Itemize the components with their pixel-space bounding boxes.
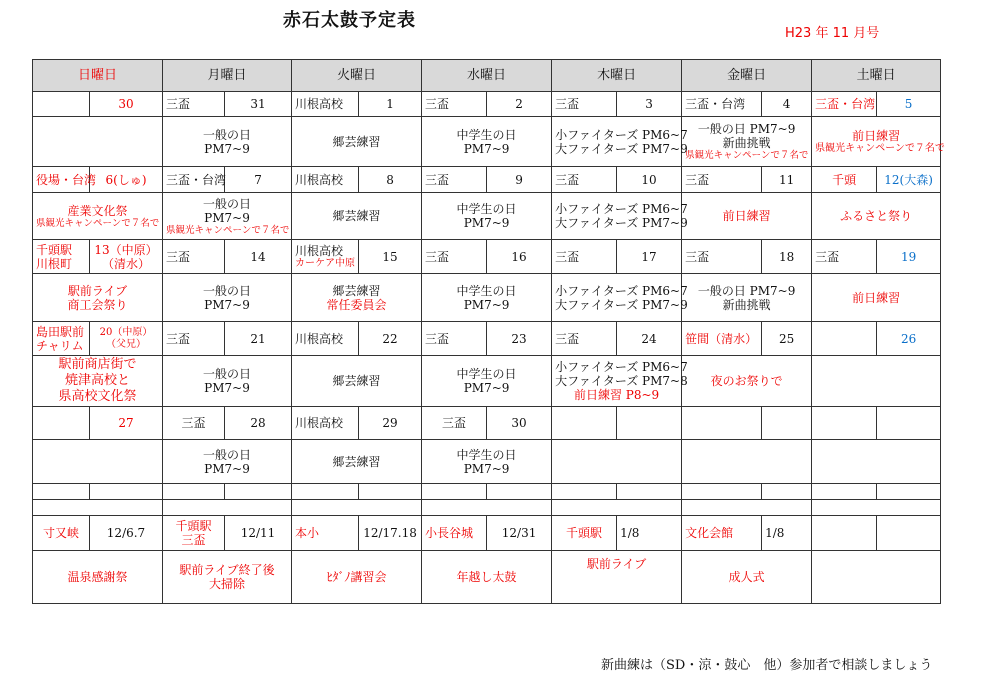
event-cell: 郷芸練習 (292, 117, 422, 167)
event-line: 県観光キャンペーンで７名で (36, 217, 160, 229)
issue-label: H23 年 11 月号 (785, 26, 880, 41)
event-line: 小ファイターズ PM6~7 (555, 202, 688, 216)
place-cell: 三盃 (163, 240, 225, 274)
event-cell: 前日練習 (812, 274, 941, 322)
event-cell: ふるさと祭り (812, 193, 941, 240)
event-cell (422, 274, 552, 322)
event-line: 県観光キャンペーンで７名で (815, 142, 945, 154)
date-cell: 27 (90, 407, 163, 440)
date-cell: 22 (359, 322, 422, 356)
event-cell (682, 440, 812, 484)
place-cell (812, 516, 877, 551)
date-cell: 29 (359, 407, 422, 440)
event-cell (163, 440, 292, 484)
event-line: PM7~9 (204, 141, 250, 156)
date-cell: 14 (225, 240, 292, 274)
date-cell (90, 240, 163, 274)
event-line: 一般の日 (203, 196, 252, 211)
event-cell (422, 117, 552, 167)
place-cell: 役場・台湾 (33, 167, 90, 193)
place-cell (812, 322, 877, 356)
event-line: 一般の日 (203, 127, 252, 142)
place-cell: 三盃・台湾 (682, 92, 762, 117)
week1-date-row (33, 92, 941, 117)
place-cell (812, 407, 877, 440)
weekday-header-row (33, 60, 941, 92)
date-cell: 25 (762, 322, 812, 356)
place-cell: 千頭駅 (552, 516, 617, 551)
place-cell: 三盃 (552, 92, 617, 117)
place-cell: 三盃・台湾 (163, 167, 225, 193)
place-line: 島田駅前 (36, 324, 85, 339)
header-monday: 月曜日 (163, 60, 292, 92)
place-cell: 三盃・台湾 (812, 92, 877, 117)
date-cell: 8 (359, 167, 422, 193)
week4-date-row (33, 322, 941, 356)
week5-event-row (33, 440, 941, 484)
event-cell (552, 440, 682, 484)
place-line: 三盃 (181, 533, 206, 547)
date-line: 13（中原） (94, 242, 158, 257)
event-line: 中学生の日 (456, 367, 517, 381)
event-cell (33, 117, 163, 167)
event-line: 小ファイターズ PM6~7 (555, 360, 688, 374)
footer-note: 新曲練は（SD・涼・鼓心 他）参加者で相談しましょう (601, 658, 933, 673)
date-cell: 3 (617, 92, 682, 117)
date-cell: 28 (225, 407, 292, 440)
event-cell (812, 551, 941, 604)
date-cell (877, 516, 941, 551)
date-cell: 30 (487, 407, 552, 440)
place-line: カーケア中原 (295, 257, 356, 269)
event-cell (422, 356, 552, 407)
event-line: 県観光キャンペーンで７名で (685, 150, 809, 161)
event-line: 焼津高校と (65, 373, 131, 388)
event-line: 一般の日 PM7~9 (697, 122, 796, 136)
event-line: 前日練習 P8~9 (573, 388, 660, 402)
event-line: PM7~9 (463, 461, 510, 476)
event-line: 大掃除 (209, 577, 246, 591)
week3-date-row (33, 240, 941, 274)
date-cell: 11 (762, 167, 812, 193)
place-cell: 三盃 (552, 240, 617, 274)
place-cell: 川根高校 (292, 322, 359, 356)
week6-event-row (33, 500, 941, 516)
event-cell (163, 117, 292, 167)
event-line: PM7~9 (463, 297, 510, 312)
future-event-row (33, 551, 941, 604)
event-line: 一般の日 PM7~9 (697, 283, 796, 298)
event-line: 駅前ライブ終了後 (179, 563, 275, 577)
event-line: 中学生の日 (456, 202, 517, 216)
date-cell: 19 (877, 240, 941, 274)
place-cell (292, 240, 359, 274)
week2-date-row (33, 167, 941, 193)
event-cell (163, 274, 292, 322)
event-line: 中学生の日 (456, 127, 517, 142)
place-cell: 三盃 (163, 407, 225, 440)
event-line: 中学生の日 (456, 447, 517, 462)
event-cell (552, 193, 688, 240)
event-cell: 夜のお祭りで (682, 356, 812, 407)
date-cell: 1/8 (617, 516, 682, 551)
place-cell (33, 240, 90, 274)
date-cell: 5 (877, 92, 941, 117)
place-cell: 三盃 (552, 322, 617, 356)
place-cell: 三盃 (163, 322, 225, 356)
place-cell (33, 92, 90, 117)
date-cell: 16 (487, 240, 552, 274)
event-cell: 郷芸練習 (292, 440, 422, 484)
place-cell: 本小 (292, 516, 359, 551)
place-cell: 三盃 (682, 240, 762, 274)
place-line: チャリム (36, 338, 84, 353)
week5-date-row (33, 407, 941, 440)
event-line: 県観光キャンペーンで７名で (166, 224, 290, 236)
place-line: 千頭駅 (36, 242, 73, 257)
header-sunday: 日曜日 (33, 60, 163, 92)
date-cell (617, 407, 682, 440)
event-line: 郷芸練習 (332, 283, 381, 298)
place-cell: 三盃 (422, 92, 487, 117)
date-cell: 12(大森) (877, 167, 941, 193)
place-cell: 川根高校 (292, 92, 359, 117)
event-line: 駅前商店街で (58, 357, 137, 372)
date-cell: 9 (487, 167, 552, 193)
event-cell (33, 440, 163, 484)
date-cell: 2 (487, 92, 552, 117)
event-cell (163, 193, 292, 240)
date-cell: 21 (225, 322, 292, 356)
header-thursday: 木曜日 (552, 60, 682, 92)
event-cell (292, 274, 422, 322)
event-line: 県高校文化祭 (58, 389, 137, 404)
event-line: 一般の日 (203, 367, 252, 381)
date-cell: 12/6.7 (90, 516, 163, 551)
event-line: 大ファイターズ PM7~8 (555, 374, 688, 388)
date-cell: 1/8 (762, 516, 812, 551)
event-line: 一般の日 (203, 283, 252, 298)
event-line: 大ファイターズ PM7~9 (555, 141, 688, 156)
place-cell: 三盃 (163, 92, 225, 117)
event-line: 駅前ライブ (67, 283, 128, 298)
future-date-row (33, 516, 941, 551)
event-line: PM7~9 (204, 381, 250, 395)
event-cell (422, 193, 552, 240)
event-line: 新曲挑戦 (722, 297, 771, 312)
date-cell: 15 (359, 240, 422, 274)
date-cell: 12/17.18 (359, 516, 422, 551)
event-line: 中学生の日 (456, 283, 517, 298)
place-cell (33, 322, 90, 356)
event-line: PM7~9 (204, 297, 250, 312)
date-cell: 12/31 (487, 516, 552, 551)
place-cell: 笹間（清水） (682, 322, 762, 356)
date-line: （清水） (102, 256, 151, 271)
event-cell: 前日練習 (682, 193, 812, 240)
date-cell: 10 (617, 167, 682, 193)
place-cell: 三盃 (422, 167, 487, 193)
place-cell: 三盃 (422, 240, 487, 274)
event-line: 産業文化祭 (67, 203, 128, 218)
week1-event-row (33, 117, 941, 167)
event-line: PM7~9 (204, 210, 250, 225)
event-cell (812, 440, 941, 484)
date-cell: 31 (225, 92, 292, 117)
week6-date-row (33, 484, 941, 500)
date-cell (90, 322, 163, 356)
event-cell: 郷芸練習 (292, 193, 422, 240)
header-tuesday: 火曜日 (292, 60, 422, 92)
event-line: 大ファイターズ PM7~9 (555, 216, 688, 230)
week2-event-row (33, 193, 941, 240)
date-line: 20（中原） (99, 326, 153, 338)
date-cell: 23 (487, 322, 552, 356)
place-line: 川根町 (36, 256, 73, 271)
date-cell: 30 (90, 92, 163, 117)
event-cell: 郷芸練習 (292, 356, 422, 407)
event-line: 前日練習 (852, 128, 901, 143)
event-line: PM7~9 (463, 141, 510, 156)
place-cell: 三盃 (682, 167, 762, 193)
event-cell (163, 551, 292, 604)
event-line: 常任委員会 (326, 297, 387, 312)
event-cell: ﾋﾀﾞﾉ講習会 (292, 551, 422, 604)
event-cell (552, 274, 688, 322)
event-cell (422, 440, 552, 484)
place-cell (682, 407, 762, 440)
header-saturday: 土曜日 (812, 60, 941, 92)
event-cell (33, 274, 163, 322)
place-cell: 三盃 (812, 240, 877, 274)
date-cell: 7 (225, 167, 292, 193)
place-cell: 千頭 (812, 167, 877, 193)
event-cell (682, 117, 812, 167)
place-cell: 小長谷城 (422, 516, 487, 551)
place-cell (33, 407, 90, 440)
place-cell: 文化会館 (682, 516, 762, 551)
date-cell: 6(しゅ) (90, 167, 163, 193)
date-cell (762, 407, 812, 440)
week4-event-row (33, 356, 941, 407)
place-cell: 川根高校 (292, 407, 359, 440)
event-cell (552, 356, 688, 407)
date-cell: 18 (762, 240, 812, 274)
place-cell: 三盃 (422, 322, 487, 356)
date-line: （父兄） (106, 338, 146, 350)
event-cell: 成人式 (682, 551, 812, 604)
date-cell: 1 (359, 92, 422, 117)
date-cell: 12/11 (225, 516, 292, 551)
date-cell: 26 (877, 322, 941, 356)
schedule-table (32, 59, 945, 604)
event-cell (812, 356, 941, 407)
date-cell: 17 (617, 240, 682, 274)
place-cell: 川根高校 (292, 167, 359, 193)
date-cell: 4 (762, 92, 812, 117)
week3-event-row (33, 274, 941, 322)
place-cell: 寸又峡 (33, 516, 90, 551)
page-title: 赤石太鼓予定表 (283, 10, 416, 31)
place-line: 千頭駅 (175, 519, 212, 533)
event-line: 大ファイターズ PM7~9 (555, 297, 688, 312)
place-cell: 三盃 (422, 407, 487, 440)
place-cell (163, 516, 225, 551)
event-line: 小ファイターズ PM6~7 (555, 283, 688, 298)
event-cell (552, 117, 688, 167)
event-cell (33, 193, 163, 240)
header-wednesday: 水曜日 (422, 60, 552, 92)
event-line: PM7~9 (204, 461, 250, 476)
event-cell (33, 356, 163, 407)
event-cell: 年越し太鼓 (422, 551, 552, 604)
event-cell: 駅前ライブ (552, 551, 682, 604)
date-cell: 24 (617, 322, 682, 356)
date-cell (877, 407, 941, 440)
event-cell (163, 356, 292, 407)
event-line: 商工会祭り (67, 297, 128, 312)
event-line: 小ファイターズ PM6~7 (555, 127, 688, 142)
place-line: 川根高校 (295, 243, 344, 258)
header-friday: 金曜日 (682, 60, 812, 92)
event-cell (812, 117, 945, 167)
event-cell: 温泉感謝祭 (33, 551, 163, 604)
place-cell: 三盃 (552, 167, 617, 193)
event-line: 一般の日 (203, 447, 252, 462)
event-line: 新曲挑戦 (722, 136, 771, 150)
place-cell (552, 407, 617, 440)
event-cell (682, 274, 812, 322)
event-line: PM7~9 (463, 216, 510, 230)
event-line: PM7~9 (463, 381, 510, 395)
